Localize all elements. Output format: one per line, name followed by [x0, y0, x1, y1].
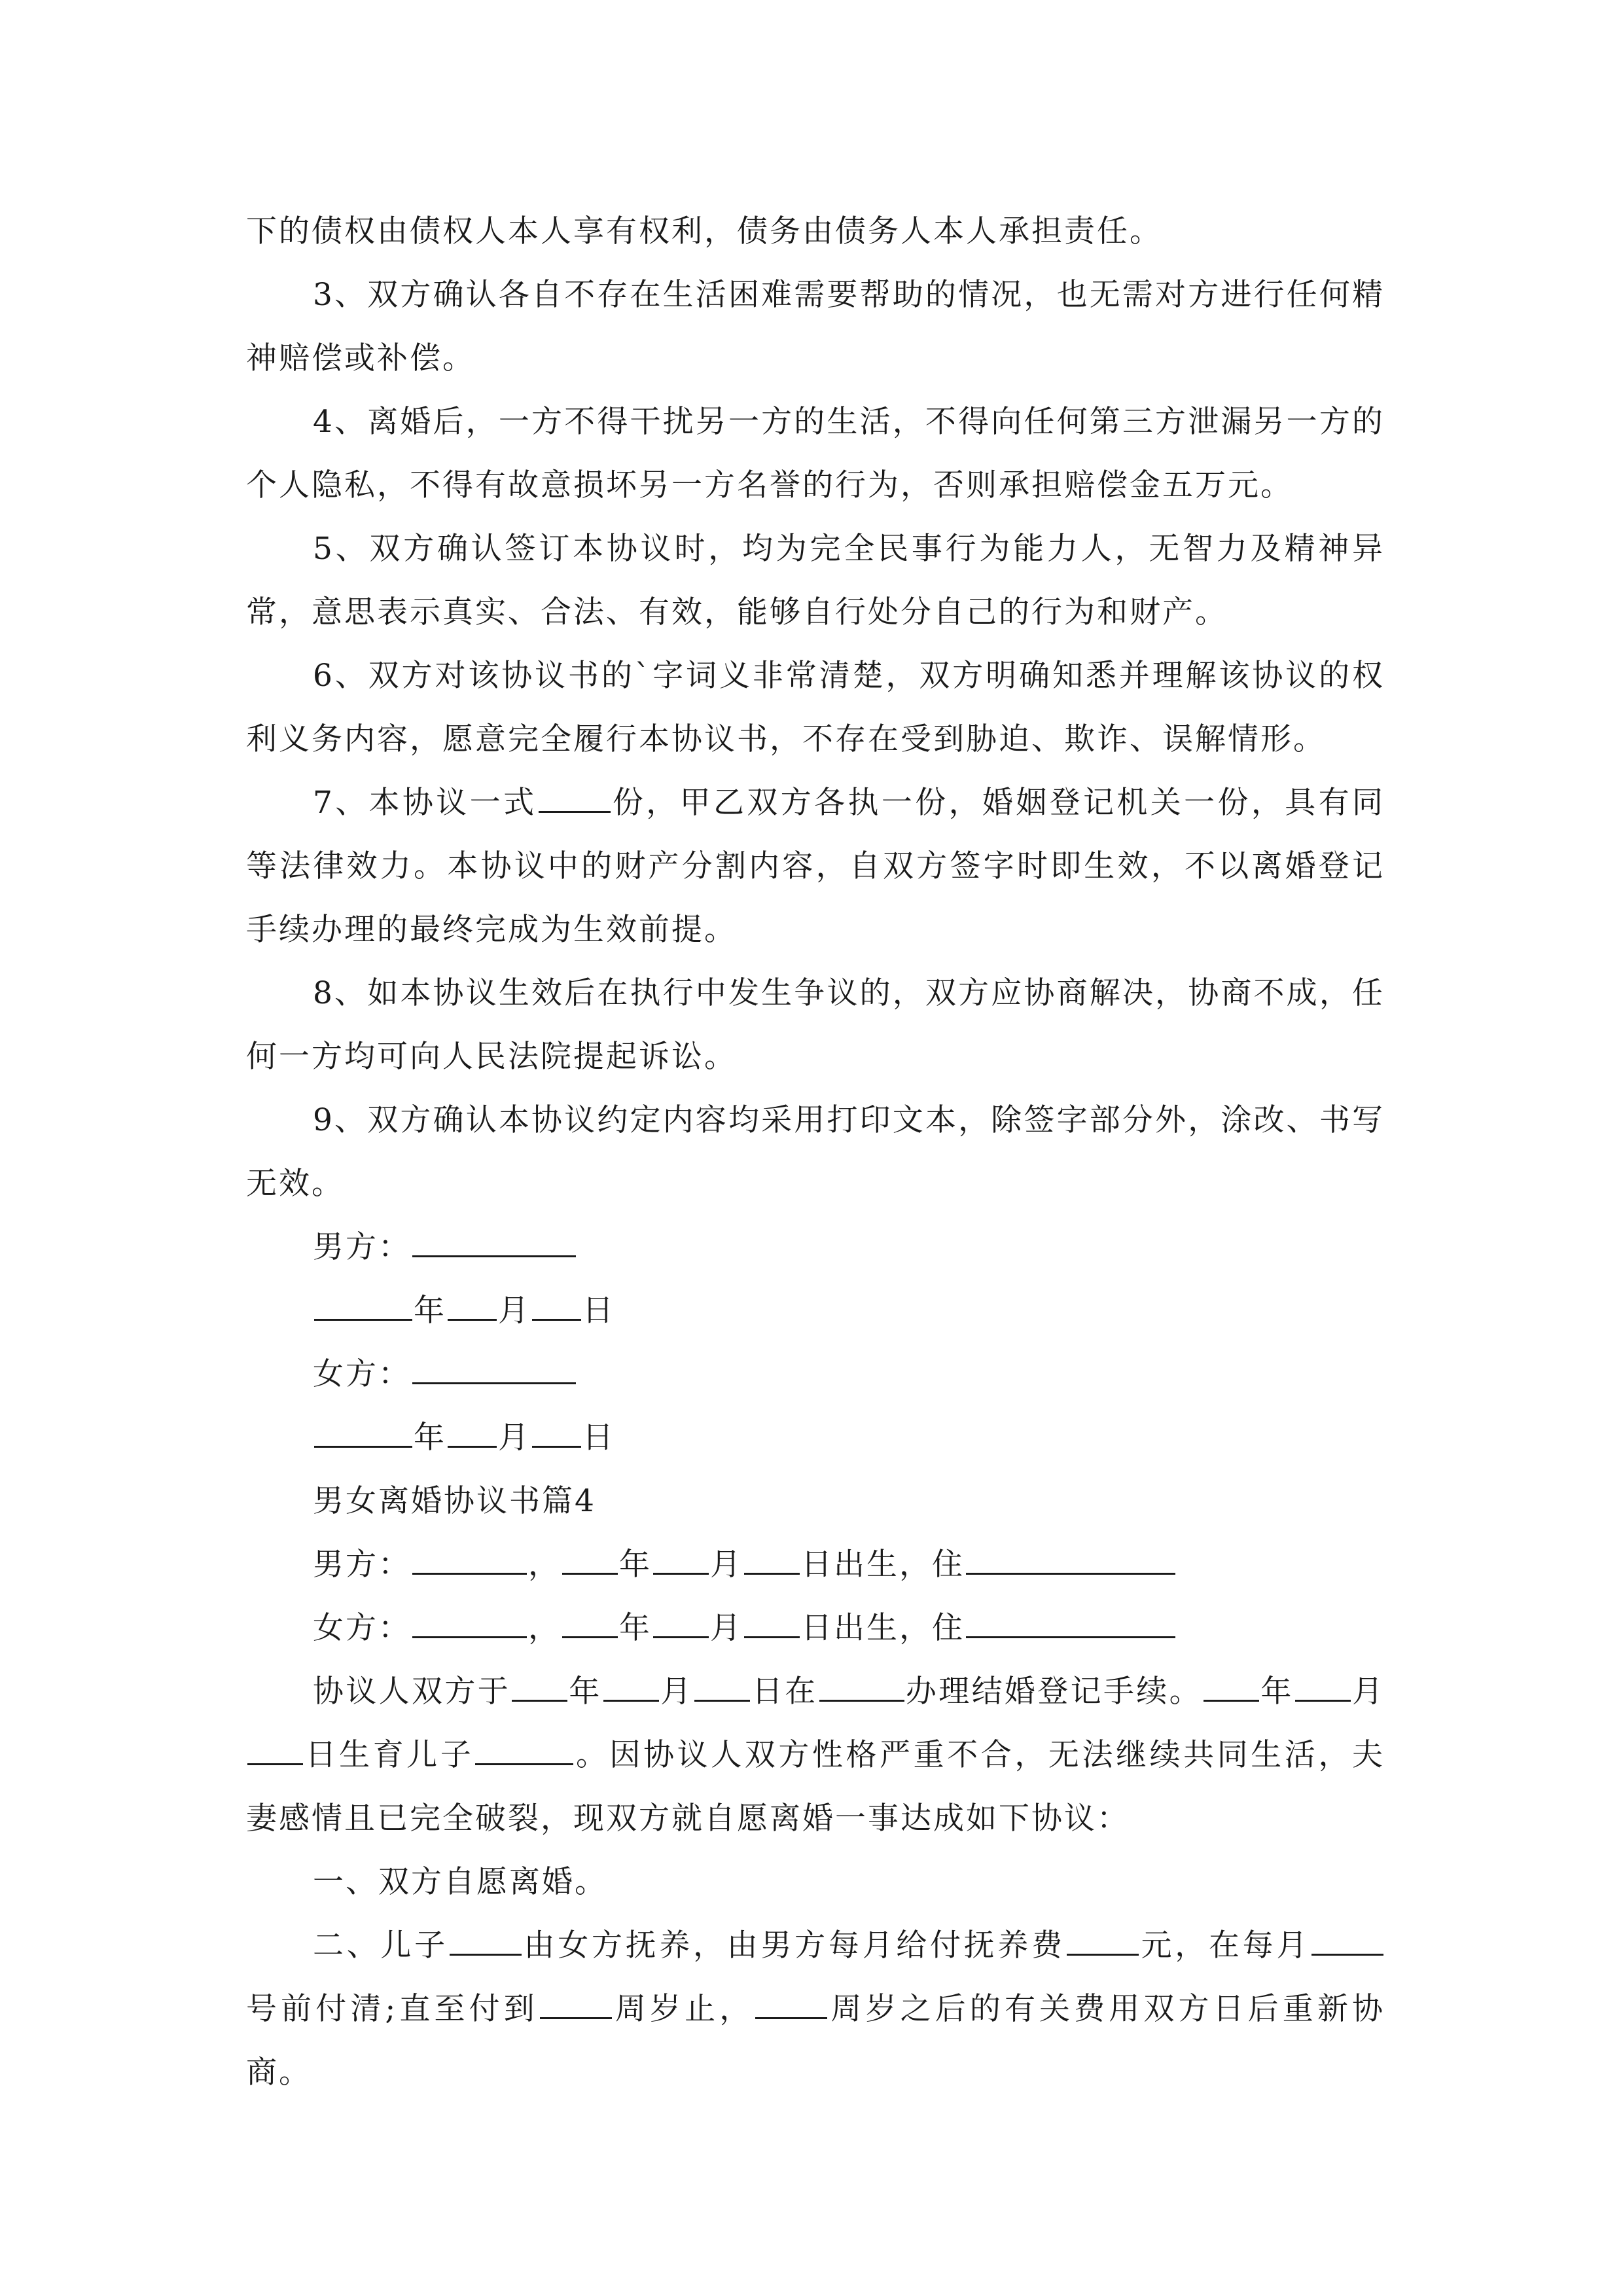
male-day-label: 日: [582, 1293, 615, 1329]
male-year-label: 年: [414, 1293, 446, 1329]
party-female-day-blank: [744, 1610, 800, 1638]
party-male-born: 日出生，住: [801, 1547, 965, 1583]
party-female-year-blank: [562, 1610, 618, 1638]
party-female-month-label: 月: [710, 1610, 743, 1646]
item-2-monthly: 元，在每月: [1139, 1928, 1311, 1964]
female-date-line: [246, 1406, 1385, 1469]
birth-son-label: 日生育儿子: [304, 1737, 474, 1773]
marriage-registration: 办理结婚登记手续。: [905, 1674, 1202, 1710]
agreement-start: 协议人双方于: [313, 1674, 511, 1710]
support-amount-blank: [1067, 1928, 1139, 1956]
marriage-year-label: 年: [569, 1674, 602, 1710]
party-female-month-blank: [653, 1610, 709, 1638]
male-day-blank: [532, 1293, 581, 1321]
clause-5: 5、双方确认签订本协议时，均为完全民事行为能力人，无智力及精神异常，意思表示真实、合法、有效，能够自行处分自己的行为和财产。: [246, 531, 1385, 630]
birth-day-blank: [247, 1737, 303, 1765]
female-year-blank: [314, 1420, 412, 1448]
item-2-age: 周岁止，: [613, 1991, 755, 2027]
section-title: 男女离婚协议书篇4: [313, 1483, 596, 1519]
male-signature-label: 男方：: [313, 1229, 411, 1265]
party-male-month-blank: [653, 1547, 709, 1575]
male-month-label: 月: [498, 1293, 531, 1329]
item-2-start: 二、儿子: [313, 1928, 448, 1964]
female-signature-blank: [412, 1356, 576, 1384]
age-after-blank: [755, 1991, 827, 2019]
party-female-line: [246, 1596, 1385, 1660]
party-female-label: 女方：: [313, 1610, 411, 1646]
clause-4: 4、离婚后，一方不得干扰另一方的生活，不得向任何第三方泄漏另一方的个人隐私，不得有故意损坏另一方名誉的行为，否则承担赔偿金五万元。: [246, 404, 1385, 503]
female-signature-line: [246, 1342, 1385, 1406]
party-male-label: 男方：: [313, 1547, 411, 1583]
item-2-until: 号前付清;直至付到: [246, 1991, 539, 2027]
clause-8: 8、如本协议生效后在执行中发生争议的，双方应协商解决，协商不成，任何一方均可向人民法院提起诉讼。: [246, 975, 1385, 1075]
paragraph-continuation: 下的债权由债权人本人享有权利，债务由债务人本人承担责任。: [246, 213, 1162, 249]
party-female-address-blank: [966, 1610, 1175, 1638]
birth-month-blank: [1295, 1674, 1351, 1702]
agreement-paragraph: [246, 1660, 1385, 1850]
payment-day-blank: [1311, 1928, 1383, 1956]
agreement-end: 。因协议人双方性格严重不合，无法继续共同生活，夫妻感情且已完全破裂，现双方就自愿离婚一事达成如下协议：: [246, 1737, 1385, 1837]
clause-7: [246, 771, 1385, 961]
item-2-custody: 由女方抚养，由男方每月给付抚养费: [522, 1928, 1065, 1964]
item-2-end: 周岁之后的有关费用双方日后重新协商。: [246, 1991, 1385, 2090]
female-day-blank: [532, 1420, 581, 1448]
clause-6: 6、双方对该协议书的`字词义非常清楚，双方明确知悉并理解该协议的权利义务内容，愿意完全履行本协议书，不存在受到胁迫、欺诈、误解情形。: [246, 658, 1385, 757]
party-male-name-blank: [412, 1547, 527, 1575]
item-2: [246, 1914, 1385, 2104]
marriage-place-blank: [819, 1674, 904, 1702]
marriage-month-blank: [603, 1674, 659, 1702]
age-limit-blank: [540, 1991, 612, 2019]
party-female-comma: ，: [528, 1610, 561, 1646]
female-month-label: 月: [498, 1420, 531, 1456]
marriage-year-blank: [512, 1674, 567, 1702]
party-male-line: [246, 1533, 1385, 1596]
copies-blank: [539, 785, 611, 813]
birth-month-label: 月: [1351, 1674, 1385, 1710]
male-month-blank: [448, 1293, 497, 1321]
female-year-label: 年: [414, 1420, 446, 1456]
party-male-month-label: 月: [710, 1547, 743, 1583]
birth-year-label: 年: [1260, 1674, 1294, 1710]
party-male-year-blank: [562, 1547, 618, 1575]
party-female-year-label: 年: [619, 1610, 652, 1646]
party-female-born: 日出生，住: [801, 1610, 965, 1646]
son-blank: [450, 1928, 522, 1956]
party-female-name-blank: [412, 1610, 527, 1638]
clause-3: 3、双方确认各自不存在生活困难需要帮助的情况，也无需对方进行任何精神赔偿或补偿。: [246, 277, 1385, 376]
marriage-month-label: 月: [660, 1674, 694, 1710]
son-name-blank: [475, 1737, 573, 1765]
document-body: [246, 200, 1385, 2104]
male-year-blank: [314, 1293, 412, 1321]
clause-7-end: 份，甲乙双方各执一份，婚姻登记机关一份，具有同等法律效力。本协议中的财产分割内容，自双方签字时即生效，不以离婚登记手续办理的最终完成为生效前提。: [246, 785, 1385, 948]
clause-9: 9、双方确认本协议约定内容均采用打印文本，除签字部分外，涂改、书写无效。: [246, 1102, 1385, 1202]
marriage-place-prefix: 日在: [751, 1674, 818, 1710]
birth-year-blank: [1204, 1674, 1259, 1702]
marriage-day-blank: [694, 1674, 750, 1702]
female-signature-label: 女方：: [313, 1356, 411, 1392]
female-month-blank: [448, 1420, 497, 1448]
party-male-day-blank: [744, 1547, 800, 1575]
male-date-line: [246, 1279, 1385, 1342]
party-male-comma: ，: [528, 1547, 561, 1583]
item-1: 一、双方自愿离婚。: [313, 1864, 607, 1900]
male-signature-line: [246, 1215, 1385, 1279]
male-signature-blank: [412, 1229, 576, 1257]
party-male-address-blank: [966, 1547, 1175, 1575]
clause-7-start: 7、本协议一式: [313, 785, 537, 821]
female-day-label: 日: [582, 1420, 615, 1456]
party-male-year-label: 年: [619, 1547, 652, 1583]
